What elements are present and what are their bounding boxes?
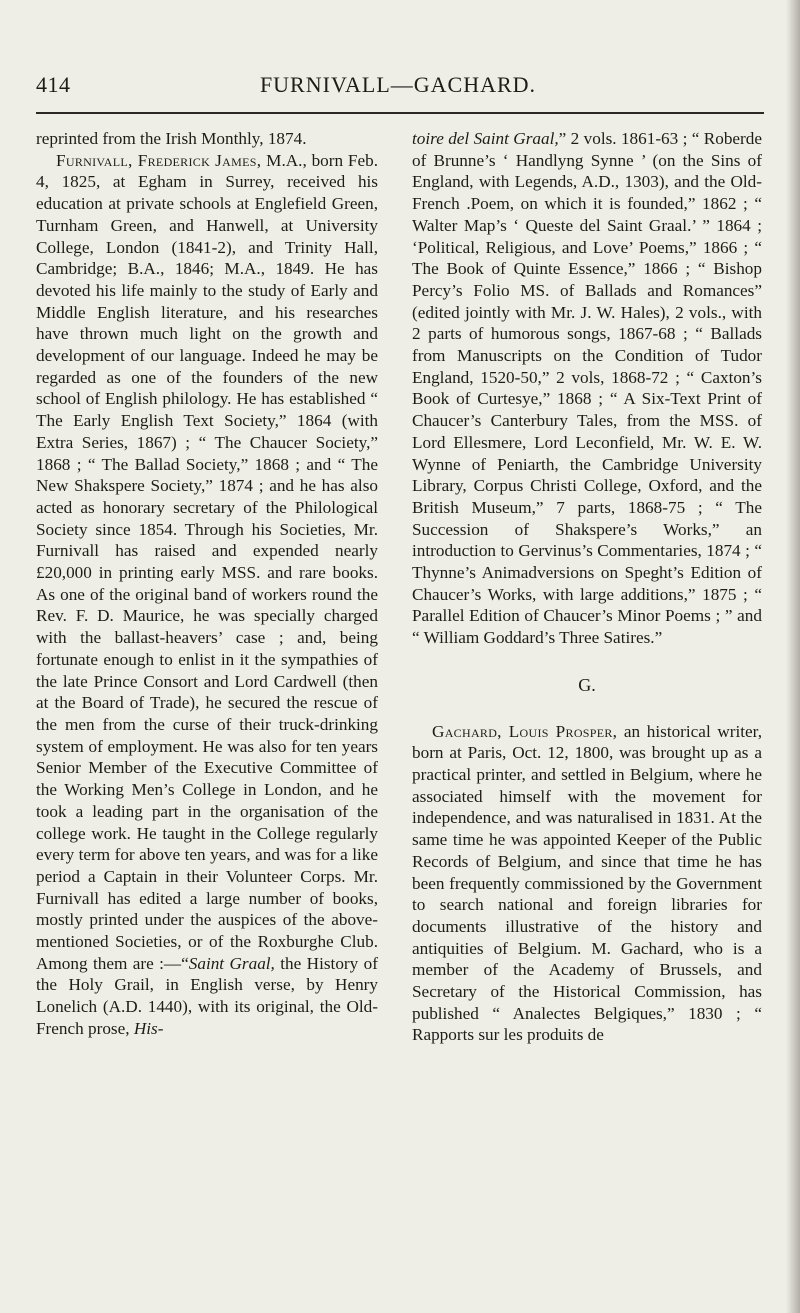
right-column [412, 128, 762, 1046]
left-column [36, 128, 378, 1040]
entry-furnivall [36, 150, 378, 1040]
page-edge-shadow [786, 0, 800, 1313]
entry-gachard [412, 721, 762, 1047]
entry-continuation-right [412, 128, 762, 649]
entry-body: M.A., born Feb. 4, 1825, at Egham in Surrey, received his education at private schools at Englefield Green, Turnham Green, and Hanwell, at University College, London (1841-2), and Trinity Hall, Cambridge; B.A., 1846; M.A., 1849. He has devoted his life mainly to the study of Early and Middle English literature, and his researches have thrown much light on the growth and development of our language. Indeed he may be regarded as one of the founders of the new school of English philology. He has established “ The Early English Text Society,” 1864 (with Extra Series, 1867) ; “ The Chaucer Society,” 1868 ; “ The Ballad Society,” 1868 ; and “ The New Shakspere Society,” 1874 ; and he has also acted as honorary secretary of the Philological Society since 1854. Through his Societies, Mr. Furnivall has raised and expended nearly £20,000 in printing early MSS. and rare books. As one of the original band of workers round the Rev. F. D. Maurice, he was specially charged with the ballast-heavers’ case ; and, being fortunate enough to enlist in it the sympathies of the late Prince Consort and Lord Cardwell (then at the Board of Trade), he secured the rescue of the men from the curse of their truck-drinking system of employment. He was also for ten years Senior Member of the Executive Committee of the Working Men’s College in London, and he took a leading part in the organisation of the college work. He taught in the College regularly every term for above ten years, and was for a like period a Captain in their Volunteer Corps. Mr. Furnivall has edited a large number of books, mostly printed under the auspices of the above-mentioned Societies, or of the Roxburghe Club. Among them are :—“ [36, 150, 379, 973]
running-head: FURNIVALL—GACHARD. [259, 72, 537, 97]
page-number: 414 [36, 72, 71, 97]
entry-heading: Furnivall, Frederick James, [56, 150, 262, 170]
italic-title: toire del Saint Graal, [412, 129, 559, 148]
entry-italic-tail: His- [133, 1018, 164, 1038]
section-letter: G. [578, 674, 596, 695]
entry-heading-gachard: Gachard, Louis Prosper, [432, 721, 618, 741]
continuation-body: ” 2 vols. 1861-63 ; “ Roberde of Brunne’s ‘ Handlyng Synne ’ (on the Sins of England, with Legends, A.D., 1303), and the Old-French .Poem, on which it is founded,” 1862 ; “ Walter Map’s ‘ Queste del Saint Graal.’ ” 1864 ; ‘Political, Religious, and Love’ Poems,” 1866 ; “ The Book of Quinte Essence,” 1866 ; “ Bishop Percy’s Folio MS. of Ballads and Romances” (edited jointly with Mr. J. W. Hales), 2 vols., with 2 parts of humorous songs, 1867-68 ; “ Ballads from Manuscripts on the Condition of Tudor England, 1520-50,” 2 vols, 1868-72 ; “ Caxton’s Book of Curtesye,” 1868 ; “ A Six-Text Print of Chaucer’s Canterbury Tales, from the MSS. of Lord Ellesmere, Lord Leconfield, Mr. W. E. W. Wynne of Peniarth, the Cambridge University Library, Corpus Christi College, Oxford, and the British Museum,” 7 parts, 1868-75 ; “ The Succession of Shakspere’s Works,” an introduction to Gervinus’s Commentaries, 1874 ; “ Thynne’s Animadversions on Speght’s Edition of Chaucer’s Works, with large additions,” 1875 ; “ Parallel Edition of Chaucer’s Minor Poems ; ” and “ William Goddard’s Three Satires.” [412, 129, 763, 648]
continuation-text: reprinted from the Irish Monthly, 1874. [36, 129, 307, 148]
entry-italic-title: Saint Graal, [188, 953, 275, 973]
header-rule [36, 112, 764, 114]
entry-body-gachard: an historical writer, born at Paris, Oct. 12, 1800, was brought up as a practical printer, and settled in Belgium, where he associated himself with the movement for independence, and was naturalised in 1831. At the same time he was appointed Keeper of the Public Records of Belgium, and since that time he has been frequently commissioned by the Government to search national and foreign libraries for documents illustrative of the history and antiquities of Belgium. M. Gachard, who is a member of the Academy of Brussels, and Secretary of the Historical Commission, has published “ Analectes Belgiques,” 1830 ; “ Rapports sur les produits de [412, 721, 762, 1045]
entry-body-tail: the History of the Holy Grail, in English verse, by Henry Lonelich (A.D. 1440), with its original, the Old-French prose, [36, 953, 378, 1038]
entry-continuation [36, 128, 378, 150]
